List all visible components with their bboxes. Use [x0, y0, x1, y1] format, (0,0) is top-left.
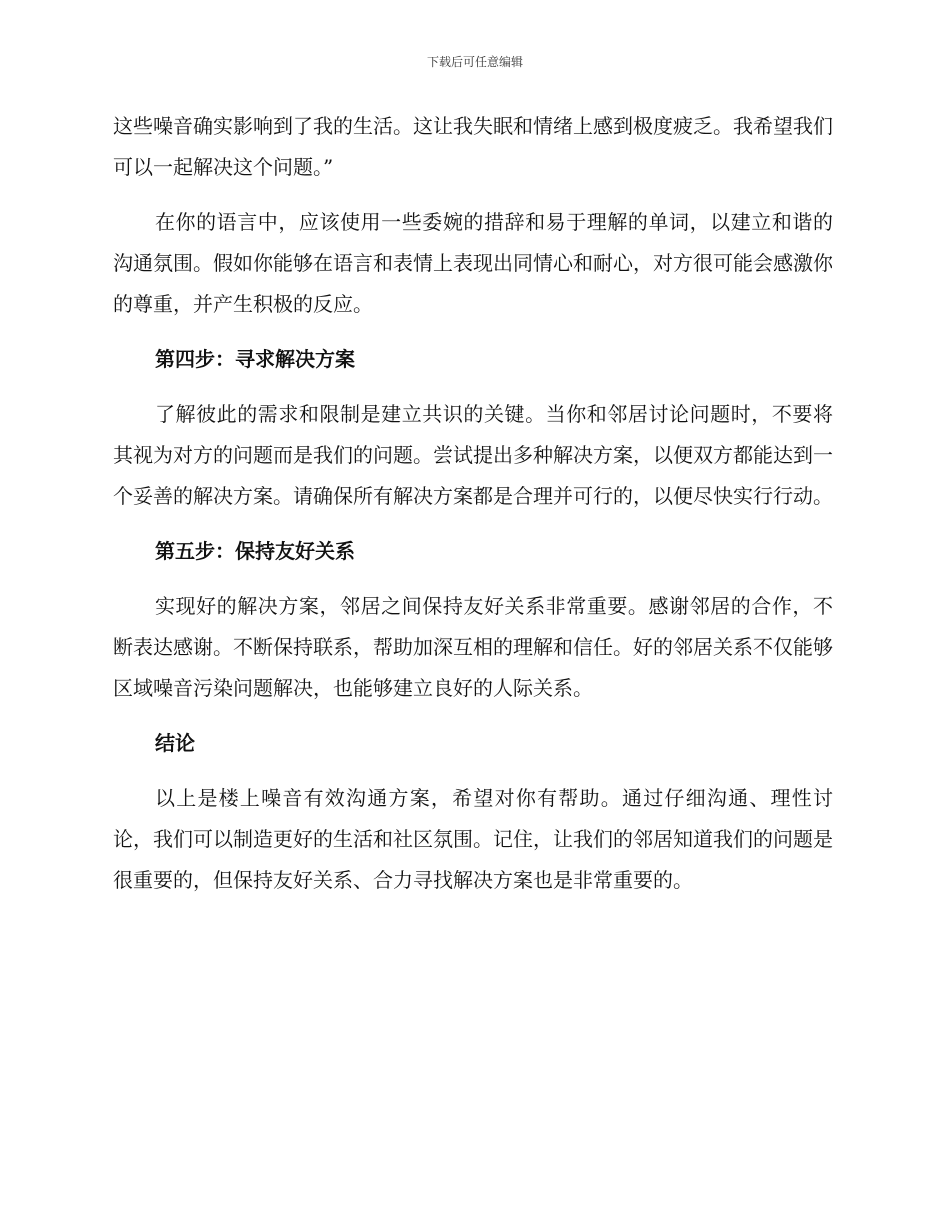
- paragraph-step-five: 实现好的解决方案，邻居之间保持友好关系非常重要。感谢邻居的合作，不断表达感谢。不断保持联系，帮助加深互相的理解和信任。好的邻居关系不仅能够区域噪音污染问题解决，也能够建立良好的人际关系。: [113, 594, 833, 700]
- page-header: 下载后可任意编辑: [426, 55, 523, 69]
- document-body: [113, 106, 833, 915]
- paragraph-continuation: 这些噪音确实影响到了我的生活。这让我失眠和情绪上感到极度疲乏。我希望我们可以一起解决这个问题。”: [113, 114, 833, 179]
- paragraph-language-tips: 在你的语言中，应该使用一些委婉的措辞和易于理解的单词，以建立和谐的沟通氛围。假如你能够在语言和表情上表现出同情心和耐心，对方很可能会感激你的尊重，并产生积极的反应。: [113, 210, 833, 316]
- section-heading-conclusion: 结论: [155, 731, 195, 755]
- paragraph-conclusion: 以上是楼上噪音有效沟通方案，希望对你有帮助。通过仔细沟通、理性讨论，我们可以制造更好的生活和社区氛围。记住，让我们的邻居知道我们的问题是很重要的，但保持友好关系、合力寻找解决方案也是非常重要的。: [113, 786, 833, 892]
- section-heading-step-four: 第四步：寻求解决方案: [155, 347, 355, 371]
- section-heading-step-five: 第五步：保持友好关系: [155, 539, 355, 563]
- paragraph-step-four: 了解彼此的需求和限制是建立共识的关键。当你和邻居讨论问题时，不要将其视为对方的问题而是我们的问题。尝试提出多种解决方案，以便双方都能达到一个妥善的解决方案。请确保所有解决方案都是合理并可行的，以便尽快实行行动。: [113, 402, 833, 508]
